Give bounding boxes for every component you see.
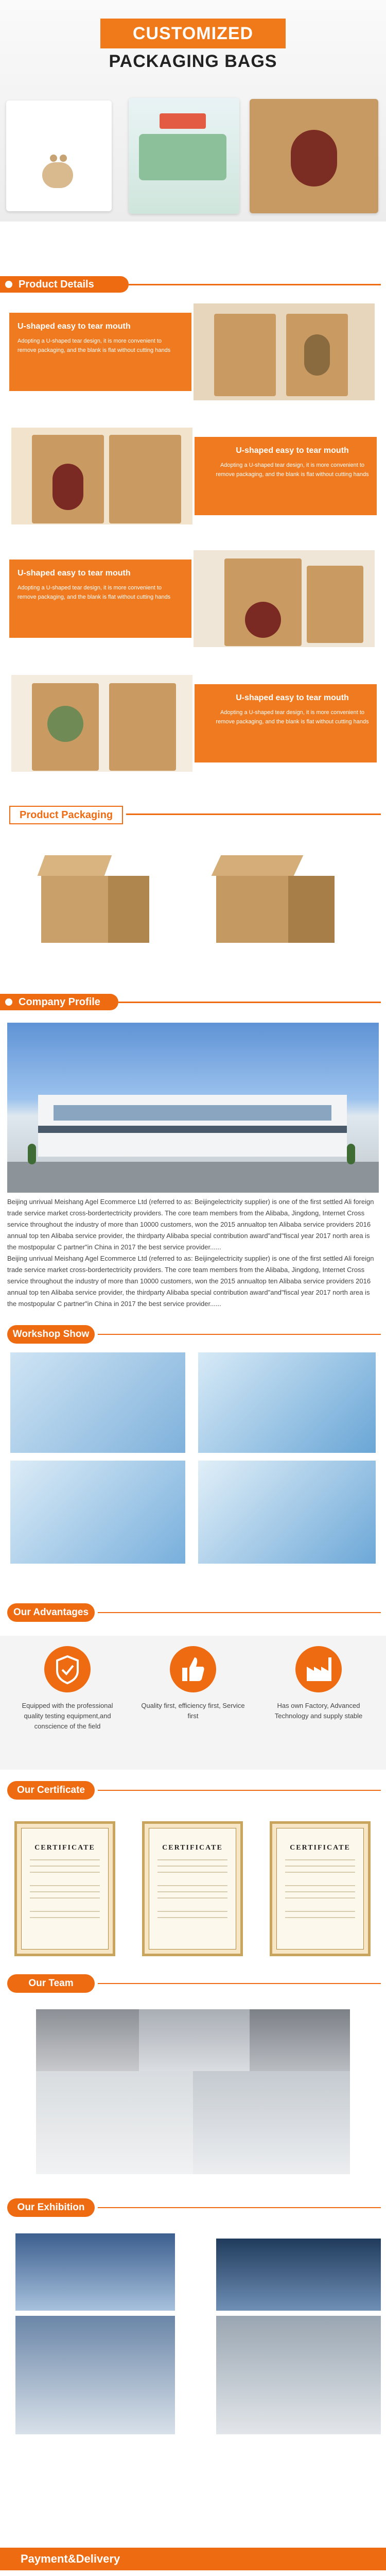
detail-body: Adopting a U-shaped tear design, it is more convenient to remove packaging, and the blank is flat without cutting hands: [17, 338, 171, 353]
team-photo: [36, 2071, 193, 2174]
advantage-card: [10, 1636, 125, 1759]
exhibition-photo: [15, 2233, 175, 2311]
workshop-gallery: [0, 1352, 386, 1569]
section-title-text: Our Certificate: [17, 1785, 85, 1795]
detail-photo: [9, 426, 195, 527]
product-image-white-bag: [6, 100, 112, 211]
product-image-printed-bag: [129, 98, 239, 214]
detail-heading: U-shaped easy to tear mouth: [236, 446, 349, 455]
section-title-text: Product Details: [19, 279, 94, 290]
exhibition-photo: [216, 2239, 381, 2311]
advantage-card: [261, 1636, 376, 1759]
team-photo: [36, 2009, 139, 2071]
certificate-card: [270, 1821, 371, 1956]
carton-box-closed: [216, 855, 340, 948]
section-title-workshop-show: [0, 1319, 386, 1350]
workshop-photo: [198, 1352, 376, 1453]
team-photo: [250, 2009, 350, 2071]
detail-body: Adopting a U-shaped tear design, it is more convenient to remove packaging, and the blank is flat without cutting hands: [17, 585, 171, 600]
detail-row-3: [9, 548, 377, 649]
detail-photo: [191, 301, 377, 402]
certificate-title: CERTIFICATE: [290, 1844, 350, 1852]
section-title-text: Our Team: [28, 1978, 74, 1989]
detail-row-2: [9, 426, 377, 527]
advantage-card: [136, 1636, 250, 1759]
detail-body: Adopting a U-shaped tear design, it is more convenient to remove packaging, and the blank is flat without cutting hands: [216, 462, 369, 478]
hero-title-line2: PACKAGING BAGS: [109, 52, 277, 71]
section-title-product-packaging: [0, 799, 386, 829]
certificate-card: [14, 1821, 115, 1956]
section-title-our-advantages: [0, 1597, 386, 1628]
workshop-photo: [10, 1352, 185, 1453]
thumbs-up-icon: [170, 1646, 216, 1692]
certificate-gallery: [0, 1816, 386, 1960]
detail-row-4: [9, 673, 377, 774]
detail-row-1: [9, 301, 377, 402]
exhibition-gallery: [0, 2233, 386, 2439]
section-title-text: Company Profile: [19, 996, 100, 1008]
advantage-text: Quality first, efficiency first, Service first: [141, 1702, 245, 1720]
team-photo: [193, 2071, 350, 2174]
detail-heading: U-shaped easy to tear mouth: [17, 322, 131, 331]
section-title-text: Workshop Show: [12, 1329, 90, 1340]
section-title-text: Our Advantages: [13, 1607, 89, 1618]
advantage-text: Equipped with the professional quality testing equipment,and conscience of the field: [22, 1702, 113, 1730]
certificate-title: CERTIFICATE: [162, 1844, 223, 1852]
factory-icon: [295, 1646, 342, 1692]
advantages-list: [0, 1636, 386, 1770]
hero-title-line1: CUSTOMIZED: [100, 19, 286, 48]
carton-box-open: [36, 855, 154, 943]
product-image-kraft-bag: [250, 99, 378, 213]
certificate-title: CERTIFICATE: [34, 1844, 95, 1852]
section-title-product-details: [0, 269, 386, 300]
team-photo: [139, 2009, 250, 2071]
shield-check-icon: [44, 1646, 91, 1692]
detail-photo: [9, 673, 195, 774]
section-title-our-certificate: [0, 1775, 386, 1806]
exhibition-photo: [15, 2316, 175, 2434]
workshop-photo: [10, 1461, 185, 1564]
section-title-our-exhibition: [0, 2192, 386, 2223]
section-title-text: Payment&Delivery: [21, 2552, 120, 2565]
detail-heading: U-shaped easy to tear mouth: [17, 569, 131, 578]
hero-banner: [0, 0, 386, 222]
certificate-card: [142, 1821, 243, 1956]
company-description-1: Beijing unrivual Meishang Agel Ecommerce Ltd (referred to as: Beijingelectricity supplier) is one of the first settled Ali foreign trade service market cross-bordertectricity providers. The core team members from the Alibaba, Jingdong, Internet Cross service throughout the industry of more than 10000 customers, won the 2015 annualtop ten Alibaba service providers 2016 annual top ten Alibaba service provider, the thirdparty Alibaba special contribution award"and"fiscal year 2017 north area is the mostpopular C partner"in China in 2017 the best service provider......: [7, 1198, 374, 1251]
detail-photo: [191, 548, 377, 649]
company-building-photo: [7, 1023, 379, 1193]
detail-heading: U-shaped easy to tear mouth: [236, 693, 349, 702]
section-title-text: Product Packaging: [20, 809, 113, 821]
workshop-photo: [198, 1461, 376, 1564]
team-gallery: [0, 2009, 386, 2179]
detail-body: Adopting a U-shaped tear design, it is more convenient to remove packaging, and the blank is flat without cutting hands: [216, 709, 369, 725]
advantage-text: Has own Factory, Advanced Technology and supply stable: [274, 1702, 363, 1720]
packaging-images: [0, 840, 386, 963]
section-title-text: Our Exhibition: [17, 2202, 85, 2213]
section-title-company-profile: [0, 987, 386, 1018]
section-title-our-team: [0, 1968, 386, 1999]
exhibition-photo: [216, 2316, 381, 2434]
company-description-2: Beijing unrivual Meishang Agel Ecommerce Ltd (referred to as: Beijingelectricity supplier) is one of the first settled Ali foreign trade service market cross-bordertectricity providers. The core team members from the Alibaba, Jingdong, Internet Cross service throughout the industry of more than 10000 customers, won the 2015 annualtop ten Alibaba service providers 2016 annual top ten Alibaba service provider, the thirdparty Alibaba special contribution award"and"fiscal year 2017 north area is the mostpopular C partner"in China in 2017 the best service provider......: [7, 1255, 374, 1308]
payment-title-bar: [0, 2548, 386, 2570]
